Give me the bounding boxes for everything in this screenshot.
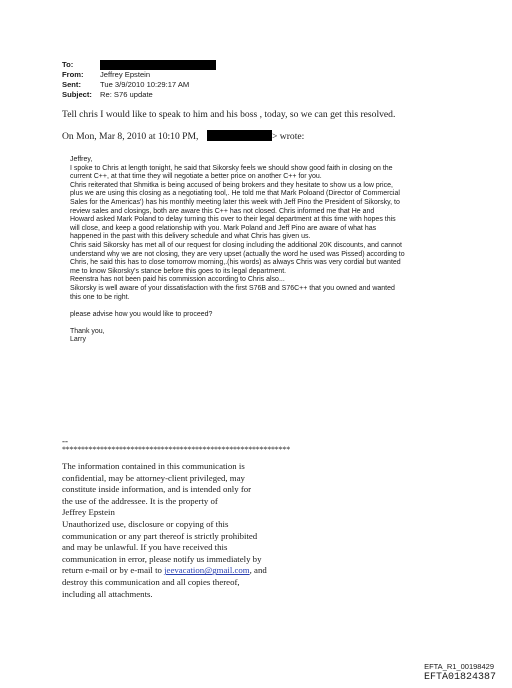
spacer (70, 319, 452, 328)
sent-row (62, 80, 189, 90)
sent-label: Sent: (62, 80, 81, 89)
email-link[interactable]: jeevacation@gmail.com (164, 565, 250, 576)
subject-row (62, 90, 189, 100)
quoted-line: me to know Sikorsky's stance before this goes to its legal department. (70, 267, 287, 275)
disclaimer-line: communication or any part thereof is strictly prohibited (62, 530, 258, 541)
redaction-to (100, 60, 216, 70)
from-row (62, 70, 189, 80)
quoted-line: happened in the past with this delivery schedule and what Chris has given us. (70, 233, 311, 241)
from-label: From: (62, 70, 84, 79)
quoted-question: please advise how you would like to proceed? (70, 310, 213, 318)
quoted-line: will close, and keep a good relationship with you. Mark Poland and Jeff Pino are aware of what has (70, 224, 377, 232)
quoted-line: review sales and closings, both are aware this C++ has not closed. Chris informed me that He and (70, 207, 375, 215)
reply-text: Tell chris I would like to speak to him and his boss , today, so we can get this resolved. (62, 109, 396, 120)
quoted-signature: Larry (70, 336, 86, 344)
disclaimer-line: Jeffrey Epstein (62, 507, 115, 518)
confidentiality-disclaimer (62, 461, 267, 600)
document-id: EFTA_R1_00198429 (424, 662, 494, 671)
quoted-line: Chris said Sikorsky has met all of our request for closing including the additional 20K discounts, and cannot (70, 241, 402, 249)
disclaimer-email-suffix: , and (249, 565, 267, 576)
quoted-line: Sikorsky is well aware of your dissatisfaction with the first S76B and S76C++ that you owned and wanted (70, 284, 395, 292)
signature-separator: -- (62, 436, 68, 446)
quoted-line: current C++, at that time they will negotiate a better price on another C++ for you. (70, 173, 322, 181)
disclaimer-line: communication in error, please notify us immediately by (62, 553, 262, 564)
asterisk-divider: ************************************************************ (62, 445, 291, 454)
quoted-line: Sales for the Americas') has his monthly meeting later this week with Jeff Pino the President of Sikorsky, to (70, 198, 400, 206)
disclaimer-line: The information contained in this communication is (62, 461, 245, 471)
disclaimer-line: constitute inside information, and is intended only for (62, 484, 252, 495)
quoted-line: this one to be right. (70, 293, 130, 301)
from-value: Jeffrey Epstein (100, 70, 151, 79)
quoted-line: plus we are using this closing as a negotiating tool,. He told me that Mark Poloand (Director of Commercial (70, 190, 400, 198)
disclaimer-email-prefix: return e-mail or by e-mail to (62, 565, 165, 576)
quoted-line: Howard asked Mark Poland to delay turning this over to their legal department at this time with hopes this (70, 216, 396, 224)
quote-intro-suffix: > wrote: (272, 131, 305, 142)
spacer (70, 302, 452, 311)
to-label: To: (62, 60, 74, 69)
disclaimer-line: confidential, may be attorney-client privileged, may (62, 472, 245, 483)
quoted-signoff: Thank you, (70, 327, 105, 335)
disclaimer-line: and may be unlawful. If you have received this (62, 542, 228, 553)
subject-label: Subject: (62, 90, 92, 99)
sent-value: Tue 3/9/2010 10:29:17 AM (100, 80, 190, 89)
disclaimer-line: including all attachments. (62, 588, 153, 599)
quote-intro: On Mon, Mar 8, 2010 at 10:10 PM, (62, 131, 199, 142)
bates-number: EFTA01824387 (423, 672, 496, 683)
quoted-line: Reenstra has not been paid his commission according to Chris also... (70, 276, 285, 284)
quoted-line: I spoke to Chris at length tonight, he said that Sikorsky feels we should show good faith in closing on the (70, 164, 393, 172)
disclaimer-line: the use of the addressee. It is the property of (62, 495, 218, 506)
quoted-message (70, 156, 452, 345)
disclaimer-line: Unauthorized use, disclosure or copying of this (62, 518, 229, 529)
disclaimer-email-line (62, 565, 267, 577)
disclaimer-line: destroy this communication and all copies thereof, (62, 576, 240, 587)
subject-value: Re: S76 update (100, 90, 153, 99)
quoted-line: Jeffrey, (70, 156, 93, 163)
quoted-line: Chris, he said this has to close tomorrow morning,.(his words) as always Chris was very cordial but wanted (70, 259, 401, 267)
quoted-line: Chris reiterated that Shmitka is being accused of being brokers and they hesitate to show us a low price, (70, 181, 393, 189)
redaction-sender (207, 130, 272, 141)
quoted-line: understand why we are not closing, they are very upset (actually the word he used was Pissed) according to (70, 250, 405, 258)
